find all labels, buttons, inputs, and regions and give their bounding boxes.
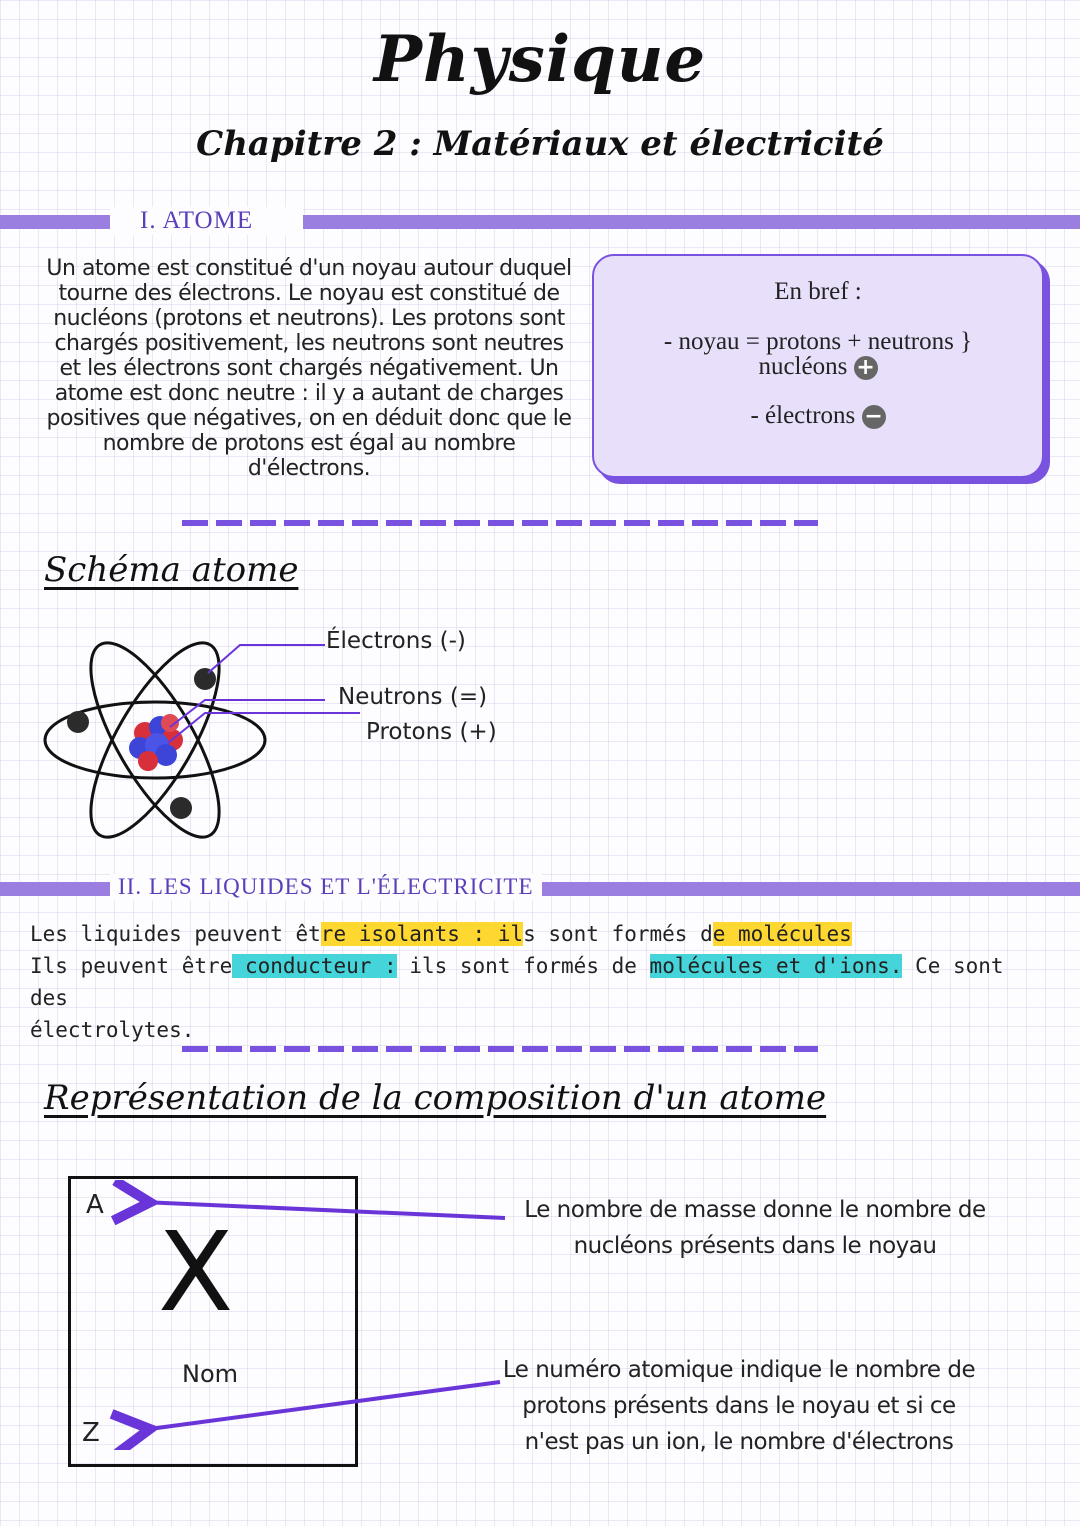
atom-paragraph: Un atome est constitué d'un noyau autour duquel tourne des électrons. Le noyau est constitué de nucléons (protons et neutrons). Les protons sont chargés positivement, les neutrons sont neutres et les électrons sont chargés négativement. Un atome est donc neutre : il y a autant de charges positives que négatives, on en déduit donc que le nombre de protons est égal au nombre d'électrons. [46,256,572,481]
plus-icon: + [854,356,878,380]
atomic-number-text: Le numéro atomique indique le nombre de protons présents dans le noyau et si ce n'est pas un ion, le nombre d'électrons [502,1357,976,1455]
liquids-line-3: électrolytes. [30,1018,195,1042]
brief-line-nucleons [594,353,1042,381]
label-nom: Nom [182,1360,239,1388]
schema-title: Schéma atome [44,550,299,590]
page-title: Physique [373,22,707,97]
highlight-molecules: e molécules [712,922,852,946]
composition-title: Représentation de la composition d'un atome [44,1078,827,1118]
chapter-subtitle: Chapitre 2 : Matériaux et électricité [196,124,884,164]
section1-heading: I. ATOME [110,207,303,235]
brief-nucleons-label: nucléons [758,353,848,380]
label-pointers [168,645,360,743]
arrow-to-z [142,1382,500,1430]
brief-title: En bref : [774,278,862,305]
label-protons: Protons (+) [366,719,497,745]
divider-dashed-2 [182,1046,818,1052]
label-neutrons: Neutrons (=) [338,684,488,710]
section2-heading: II. LES LIQUIDES ET L'ÉLECTRICITE [110,874,542,900]
highlight-isolants: re isolants : il [320,922,524,946]
element-symbol: X [158,1208,234,1336]
liquids-line-2: Ils peuvent être conducteur : ils sont formés de molécules et d'ions. Ce sont des [30,954,1004,1010]
highlight-ions: molécules et d'ions. [649,954,903,978]
divider-dashed-1 [182,520,818,526]
brief-line-electrons [594,402,1042,430]
label-z: Z [82,1418,100,1448]
composition-arrows [0,1180,520,1450]
arrow-to-a [142,1202,505,1218]
brief-electrons-label: - électrons [750,402,856,429]
highlight-conducteur: conducteur : [232,954,397,978]
brief-box [592,254,1044,478]
brief-line-noyau: - noyau = protons + neutrons } [663,328,973,355]
mass-number-text: Le nombre de masse donne le nombre de nucléons présents dans le noyau [524,1197,986,1259]
liquids-paragraph [30,918,1050,1046]
label-a: A [86,1190,104,1220]
liquids-line-1: Les liquides peuvent être isolants : ils sont formés de molécules [30,922,852,946]
label-electrons: Électrons (-) [326,628,466,654]
minus-icon: − [862,405,886,429]
